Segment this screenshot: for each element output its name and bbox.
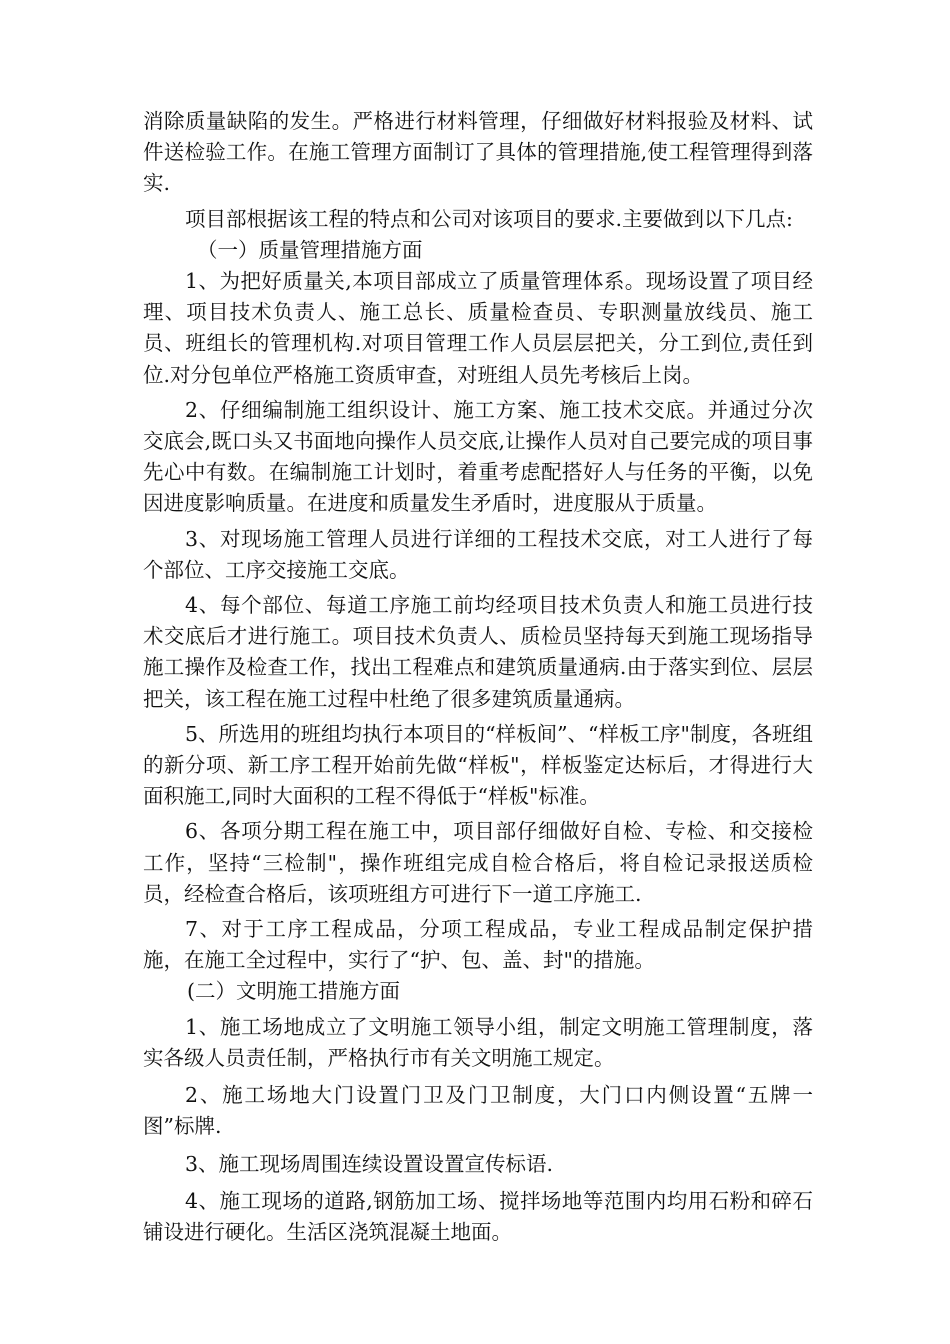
quality-item-2: 2、仔细编制施工组织设计、施工方案、施工技术交底。并通过分次交底会,既口头又书面地向操作人员交底,让操作人员对自己要完成的项目事先心中有数。在编制施工计划时，着重考虑配搭好人与任务的平衡，以免因进度影响质量。在进度和质量发生矛盾时，进度服从于质量。 [143, 397, 813, 516]
civilized-item-3: 3、施工现场周围连续设置设置宣传标语. [185, 1151, 554, 1176]
paragraph-continuation: 消除质量缺陷的发生。严格进行材料管理，仔细做好材料报验及材料、试件送检验工作。在施工管理方面制订了具体的管理措施,使工程管理得到落实. [143, 109, 813, 196]
quality-item-4: 4、每个部位、每道工序施工前均经项目技术负责人和施工员进行技术交底后才进行施工。项目技术负责人、质检员坚持每天到施工现场指导施工操作及检查工作，找出工程难点和建筑质量通病.由于落实到位、层层把关，该工程在施工过程中杜绝了很多建筑质量通病。 [143, 593, 813, 711]
paragraph-intro: 项目部根据该工程的特点和公司对该项目的要求.主要做到以下几点: [185, 206, 793, 231]
quality-item-5: 5、所选用的班组均执行本项目的“样板间”、“样板工序"制度，各班组的新分项、新工序工程开始前先做“样板"，样板鉴定达标后，才得进行大面积施工,同时大面积的工程不得低于“样板"标准。 [143, 721, 813, 809]
quality-item-1: 1、为把好质量关,本项目部成立了质量管理体系。现场设置了项目经理、项目技术负责人、施工总长、质量检查员、专职测量放线员、施工员、班组长的管理机构.对项目管理工作人员层层把关，分工到位,责任到位.对分包单位严格施工资质审查，对班组人员先考核后上岗。 [143, 269, 813, 387]
civilized-item-1: 1、施工场地成立了文明施工领导小组，制定文明施工管理制度，落实各级人员责任制，严格执行市有关文明施工规定。 [143, 1014, 813, 1070]
civilized-item-2: 2、施工场地大门设置门卫及门卫制度，大门口内侧设置“五牌一图”标牌. [143, 1083, 813, 1139]
section-heading-quality: （一）质量管理措施方面 [197, 237, 423, 262]
quality-item-7: 7、对于工序工程成品，分项工程成品，专业工程成品制定保护措施，在施工全过程中，实行了“护、包、盖、封"的措施。 [143, 917, 813, 973]
quality-item-6: 6、各项分期工程在施工中，项目部仔细做好自检、专检、和交接检工作，坚持“三检制"，操作班组完成自检合格后，将自检记录报送质检员，经检查合格后，该项班组方可进行下一道工序施工. [143, 819, 813, 906]
civilized-item-4: 4、施工现场的道路,钢筋加工场、搅拌场地等范围内均用石粉和碎石铺设进行硬化。生活区浇筑混凝土地面。 [143, 1188, 813, 1244]
quality-item-3: 3、对现场施工管理人员进行详细的工程技术交底，对工人进行了每个部位、工序交接施工交底。 [143, 526, 813, 582]
document-page [143, 106, 813, 1248]
section-heading-civilized: (二）文明施工措施方面 [187, 979, 400, 1004]
